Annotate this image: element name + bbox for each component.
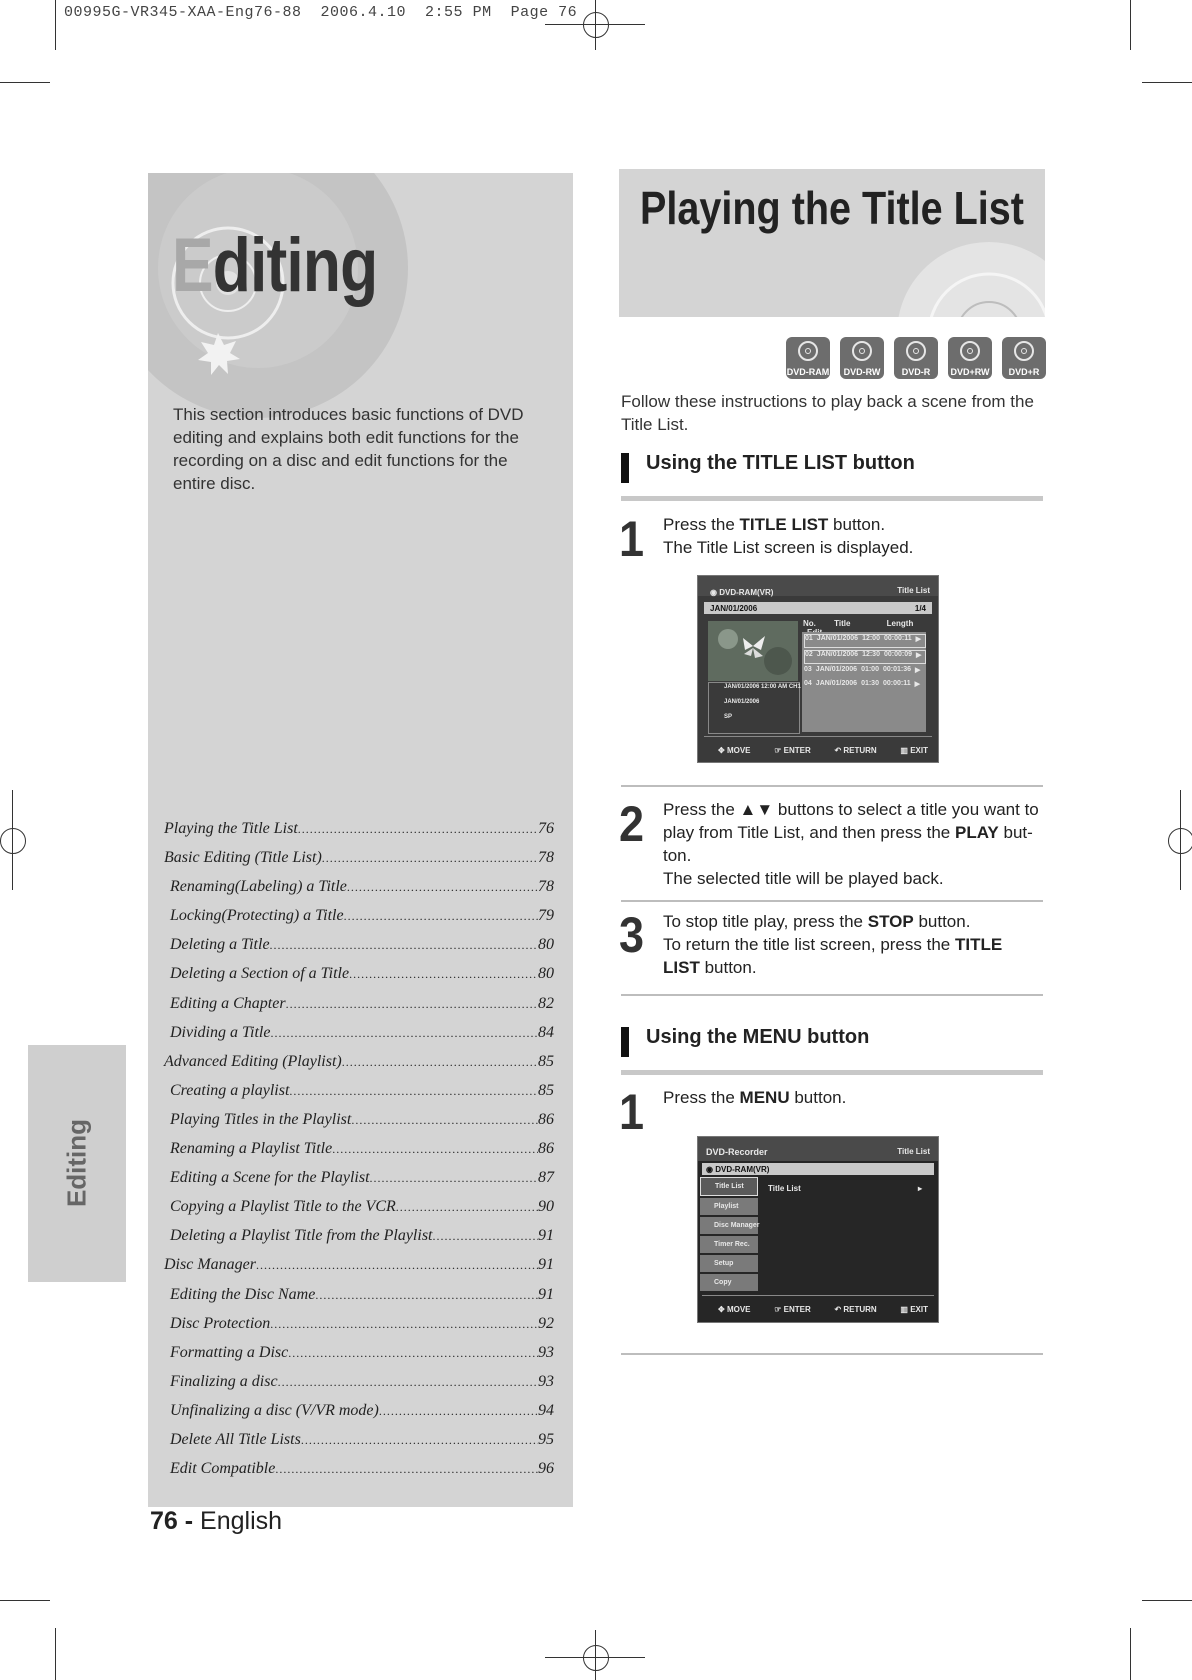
exit-icon: ▥ <box>900 746 908 755</box>
toc-page: 79 <box>538 907 554 925</box>
nav-bar <box>718 1305 928 1314</box>
step-2-text <box>663 798 1043 890</box>
toc-entry <box>164 995 554 1024</box>
toc-title: Edit Compatible <box>170 1460 276 1478</box>
toc-entry <box>164 1286 554 1315</box>
toc-entry <box>164 820 554 849</box>
registration-mark <box>0 828 26 854</box>
toc-leader <box>347 880 538 895</box>
crop-mark <box>55 0 56 50</box>
page-number <box>150 1507 282 1536</box>
step-text-part: button. <box>699 958 757 977</box>
toc-leader <box>342 1055 538 1070</box>
toc-leader <box>315 1288 538 1303</box>
toc-title: Disc Protection <box>170 1314 271 1332</box>
toc-leader <box>270 1317 538 1332</box>
toc-entry <box>164 1169 554 1198</box>
play-arrow-icon: ▶ <box>915 636 921 643</box>
disc-type-label: DVD-RAM <box>786 367 830 377</box>
toc-page: 96 <box>538 1460 554 1478</box>
toc-page: 86 <box>538 1140 554 1158</box>
chapter-title-rest: diting <box>212 223 378 308</box>
section-marker <box>621 1027 629 1057</box>
toc-entry <box>164 1198 554 1227</box>
disc-type-label: DVD+R <box>1008 367 1040 377</box>
disc-type-icon <box>1002 337 1046 379</box>
title-row-len: 00:00:09 <box>883 651 912 658</box>
chapter-title <box>172 222 377 309</box>
toc-title: Basic Editing (Title List) <box>164 849 322 867</box>
toc-leader <box>275 1462 538 1477</box>
toc-entry <box>164 1082 554 1111</box>
step-text-part: Press the <box>663 800 740 819</box>
toc-page: 87 <box>538 1169 554 1187</box>
disc-icon <box>852 341 872 361</box>
toc-leader <box>396 1200 538 1215</box>
screen-title: Title List <box>897 586 930 595</box>
disc-label: ◉ DVD-RAM(VR) <box>710 588 774 597</box>
menu-header-left: DVD-Recorder <box>706 1147 768 1157</box>
title-row-time: 01:00 <box>861 666 879 673</box>
step-key-label: PLAY <box>954 823 999 842</box>
step-text-part: To stop title play, press the <box>663 912 868 931</box>
chapter-title-initial: E <box>172 223 213 308</box>
toc-page: 91 <box>538 1227 554 1245</box>
nav-bar <box>718 746 928 755</box>
nav-move <box>718 746 751 755</box>
disc-type-icon <box>894 337 938 379</box>
toc-title: Editing a Chapter <box>170 994 286 1012</box>
toc-leader <box>433 1229 539 1244</box>
exit-icon: ▥ <box>900 1305 908 1314</box>
title-row-time: 12:30 <box>862 651 880 658</box>
toc-page: 78 <box>538 878 554 896</box>
title-row-no: 02 <box>805 651 813 658</box>
disc-type-label: DVD-R <box>901 367 931 377</box>
step-divider <box>621 994 1043 996</box>
menu-item[interactable]: Playlist <box>700 1198 758 1215</box>
step-number: 1 <box>619 1084 645 1140</box>
toc-page: 84 <box>538 1023 554 1041</box>
step-key-label: TITLE LIST <box>739 515 829 534</box>
toc-entry <box>164 1373 554 1402</box>
toc-entry <box>164 1460 554 1489</box>
step-text-part: The Title List screen is displayed. <box>663 538 914 557</box>
title-row-time: 01:30 <box>861 680 879 687</box>
step-text-part: buttons to select a title you want to play from Title List, and then press the <box>663 800 1039 842</box>
toc-title: Renaming(Labeling) a Title <box>170 878 347 896</box>
screen-title: Title List <box>897 1147 930 1156</box>
toc-entry <box>164 1315 554 1344</box>
disc-type-label: DVD-RW <box>843 367 881 377</box>
step-key-label: ▲▼ <box>739 800 774 819</box>
chapter-intro-text: This section introduces basic functions of DVD editing and explains both edit functions for the recording on a disc and edit functions for the entire disc. <box>173 405 524 493</box>
toc-page: 93 <box>538 1372 554 1390</box>
disc-icon <box>1014 341 1034 361</box>
toc-page: 85 <box>538 1052 554 1070</box>
return-icon: ↶ <box>834 1305 842 1314</box>
toc-entry <box>164 907 554 936</box>
toc-title: Playing Titles in the Playlist <box>170 1110 352 1128</box>
step-text-part: but-ton. <box>663 823 1033 865</box>
title-row-len: 00:00:11 <box>882 680 911 687</box>
toc-leader <box>351 1113 538 1128</box>
table-of-contents <box>164 820 554 1489</box>
title-row-time: 12:00 <box>862 635 880 642</box>
toc-page: 95 <box>538 1430 554 1448</box>
divider <box>704 736 932 737</box>
menu-screen <box>697 1136 939 1323</box>
toc-leader <box>344 909 538 924</box>
arrow-right-icon: ▸ <box>918 1184 923 1193</box>
disc-label-text: DVD-RAM(VR) <box>715 1165 770 1174</box>
title-list-screen <box>697 575 939 763</box>
crop-mark <box>1130 0 1131 50</box>
disc-label-text: DVD-RAM(VR) <box>719 588 774 597</box>
registration-mark <box>583 1645 609 1671</box>
menu-content-item: Title List <box>768 1184 801 1193</box>
step-key-label: TITLE LIST <box>663 935 1003 977</box>
toc-title: Deleting a Title <box>170 936 270 954</box>
title-row-date: JAN/01/2006 <box>816 651 859 658</box>
step-menu-text <box>663 1086 1043 1109</box>
toc-entry <box>164 1111 554 1140</box>
toc-leader <box>332 1142 538 1157</box>
toc-title: Dividing a Title <box>170 1023 271 1041</box>
step-1-text <box>663 513 1043 559</box>
return-icon: ↶ <box>834 746 842 755</box>
toc-page: 90 <box>538 1198 554 1216</box>
page-language: English <box>200 1507 283 1535</box>
menu-list <box>700 1177 758 1293</box>
section-rule <box>621 496 1043 501</box>
crop-mark <box>0 1600 50 1601</box>
step-divider <box>621 900 1043 902</box>
registration-line <box>595 0 596 50</box>
toc-title: Delete All Title Lists <box>170 1430 301 1448</box>
toc-title: Editing a Scene for the Playlist <box>170 1169 370 1187</box>
toc-entry <box>164 1053 554 1082</box>
toc-page: 94 <box>538 1401 554 1419</box>
nav-exit <box>900 746 928 755</box>
section-marker <box>621 453 629 483</box>
title-row-no: 03 <box>804 666 812 673</box>
enter-icon: ☞ <box>774 746 782 755</box>
toc-leader <box>270 938 538 953</box>
toc-entry <box>164 849 554 878</box>
step-divider <box>621 785 1043 787</box>
thumbnail <box>708 621 798 681</box>
toc-entry <box>164 1227 554 1256</box>
date-label: JAN/01/2006 <box>710 604 758 613</box>
toc-title: Unfinalizing a disc (V/VR mode) <box>170 1401 379 1419</box>
toc-entry <box>164 936 554 965</box>
toc-leader <box>286 997 538 1012</box>
col-title: Title <box>834 619 851 628</box>
col-length: Length <box>886 619 914 628</box>
nav-exit <box>900 1305 928 1314</box>
butterfly-thumbnail <box>708 621 798 681</box>
move-icon: ✥ <box>718 746 725 755</box>
toc-page: 93 <box>538 1343 554 1361</box>
registration-line <box>1180 790 1181 890</box>
step-text-part: button. <box>913 912 971 931</box>
disc-icon <box>798 341 818 361</box>
title-row-len: 00:00:11 <box>883 635 912 642</box>
toc-leader <box>256 1258 538 1273</box>
toc-title: Renaming a Playlist Title <box>170 1140 333 1158</box>
toc-leader <box>278 1375 538 1390</box>
crop-mark <box>1130 1628 1131 1680</box>
title-row[interactable] <box>804 680 926 692</box>
menu-item[interactable]: Title List <box>700 1177 758 1196</box>
disc-type-icons <box>786 337 1046 379</box>
toc-page: 76 <box>538 820 554 837</box>
divider <box>702 1295 934 1296</box>
toc-entry <box>164 1402 554 1431</box>
disc-type-icon <box>948 337 992 379</box>
play-arrow-icon: ▶ <box>915 667 921 674</box>
title-row[interactable] <box>804 634 926 648</box>
section-heading-menu: Using the MENU button <box>646 1026 870 1048</box>
toc-page: 80 <box>538 936 554 954</box>
nav-label: ENTER <box>783 1305 811 1314</box>
toc-title: Copying a Playlist Title to the VCR <box>170 1198 396 1216</box>
disc-icon <box>906 341 926 361</box>
nav-label: EXIT <box>910 746 928 755</box>
toc-page: 80 <box>538 965 554 983</box>
registration-line <box>12 790 13 890</box>
registration-line <box>595 1630 596 1680</box>
menu-item[interactable]: Timer Rec. <box>700 1236 758 1253</box>
nav-label: ENTER <box>783 746 811 755</box>
info-line: SP <box>724 714 733 720</box>
toc-title: Deleting a Section of a Title <box>170 965 350 983</box>
nav-enter <box>774 1305 811 1314</box>
section-rule <box>621 1070 1043 1075</box>
nav-return <box>834 1305 876 1314</box>
toc-leader <box>379 1404 538 1419</box>
toc-entry <box>164 1140 554 1169</box>
toc-leader <box>289 1084 538 1099</box>
registration-mark <box>583 12 609 38</box>
nav-label: RETURN <box>843 746 877 755</box>
nav-label: EXIT <box>910 1305 928 1314</box>
move-icon: ✥ <box>718 1305 725 1314</box>
toc-leader <box>298 822 538 837</box>
toc-leader <box>301 1433 538 1448</box>
crop-mark <box>1142 1600 1192 1601</box>
toc-title: Disc Manager <box>164 1256 256 1274</box>
title-row-no: 01 <box>805 635 813 642</box>
toc-leader <box>370 1171 538 1186</box>
crop-mark <box>0 82 50 83</box>
toc-leader <box>349 967 538 982</box>
nav-label: RETURN <box>843 1305 877 1314</box>
step-key-label: STOP <box>867 912 914 931</box>
toc-title: Formatting a Disc <box>170 1343 289 1361</box>
menu-item[interactable]: Copy <box>700 1274 758 1291</box>
menu-item[interactable]: Setup <box>700 1255 758 1272</box>
crop-mark <box>55 1628 56 1680</box>
toc-page: 78 <box>538 849 554 867</box>
toc-title: Playing the Title List <box>164 820 298 837</box>
step-text-part: Press the <box>663 515 740 534</box>
side-tab <box>28 1045 126 1282</box>
title-row-date: JAN/01/2006 <box>815 680 858 687</box>
play-arrow-icon: ▶ <box>916 652 922 659</box>
title-row-no: 04 <box>804 680 812 687</box>
toc-leader <box>288 1346 538 1361</box>
title-row-date: JAN/01/2006 <box>816 635 859 642</box>
toc-entry <box>164 878 554 907</box>
toc-title: Editing the Disc Name <box>170 1285 316 1303</box>
toc-page: 82 <box>538 994 554 1012</box>
toc-page: 85 <box>538 1081 554 1099</box>
disc-label: ◉ DVD-RAM(VR) <box>706 1165 770 1174</box>
toc-page: 91 <box>538 1285 554 1303</box>
section-end-rule <box>621 1353 1043 1355</box>
toc-entry <box>164 1344 554 1373</box>
play-arrow-icon: ▶ <box>914 681 920 688</box>
page-number-value: 76 - <box>150 1507 194 1535</box>
step-text-part: The selected title will be played back. <box>663 869 944 888</box>
step-text-part: Press the <box>663 1088 740 1107</box>
col-no: No. <box>803 619 816 628</box>
toc-title: Finalizing a disc <box>170 1372 278 1390</box>
info-line: JAN/01/2006 <box>724 699 760 705</box>
title-rows <box>804 634 926 694</box>
print-header: 00995G-VR345-XAA-Eng76-88 2006.4.10 2:55 PM Page 76 <box>64 4 578 21</box>
toc-entry <box>164 1024 554 1053</box>
step-text-part: To return the title list screen, press the <box>663 935 955 954</box>
page-indicator: 1/4 <box>914 604 926 613</box>
toc-leader <box>270 1026 538 1041</box>
toc-title: Deleting a Playlist Title from the Playlist <box>170 1227 433 1245</box>
info-line: JAN/01/2006 12:00 AM CH1 <box>724 684 801 690</box>
nav-label: MOVE <box>726 1305 751 1314</box>
enter-icon: ☞ <box>774 1305 782 1314</box>
title-row-len: 00:01:36 <box>882 666 911 673</box>
step-number: 2 <box>619 796 645 852</box>
section-heading-title-list: Using the TITLE LIST button <box>646 452 915 474</box>
nav-label: MOVE <box>726 746 751 755</box>
instructions-intro: Follow these instructions to play back a scene from the Title List. <box>621 392 1034 434</box>
toc-leader <box>322 851 538 866</box>
toc-entry <box>164 1431 554 1460</box>
title-row-date: JAN/01/2006 <box>815 666 858 673</box>
toc-entry <box>164 965 554 994</box>
page-title: Playing the Title List <box>640 182 1024 234</box>
nav-enter <box>774 746 811 755</box>
disc-type-label: DVD+RW <box>950 367 990 377</box>
toc-page: 91 <box>538 1256 554 1274</box>
disc-type-icon <box>786 337 830 379</box>
step-text-part: button. <box>828 515 886 534</box>
step-key-label: MENU <box>739 1088 790 1107</box>
step-3-text <box>663 910 1043 979</box>
toc-page: 86 <box>538 1110 554 1128</box>
menu-item[interactable]: Disc Manager <box>700 1217 758 1234</box>
disc-type-icon <box>840 337 884 379</box>
side-tab-label: Editing <box>61 1118 92 1208</box>
step-number: 1 <box>619 511 645 567</box>
toc-entry <box>164 1256 554 1285</box>
step-text-part: button. <box>789 1088 847 1107</box>
toc-title: Locking(Protecting) a Title <box>170 907 344 925</box>
nav-move <box>718 1305 751 1314</box>
step-number: 3 <box>619 907 645 963</box>
toc-title: Creating a playlist <box>170 1081 290 1099</box>
title-row[interactable] <box>804 650 926 664</box>
disc-icon <box>960 341 980 361</box>
toc-title: Advanced Editing (Playlist) <box>164 1052 342 1070</box>
nav-return <box>834 746 876 755</box>
crop-mark <box>1142 82 1192 83</box>
title-row[interactable] <box>804 666 926 678</box>
toc-page: 92 <box>538 1314 554 1332</box>
